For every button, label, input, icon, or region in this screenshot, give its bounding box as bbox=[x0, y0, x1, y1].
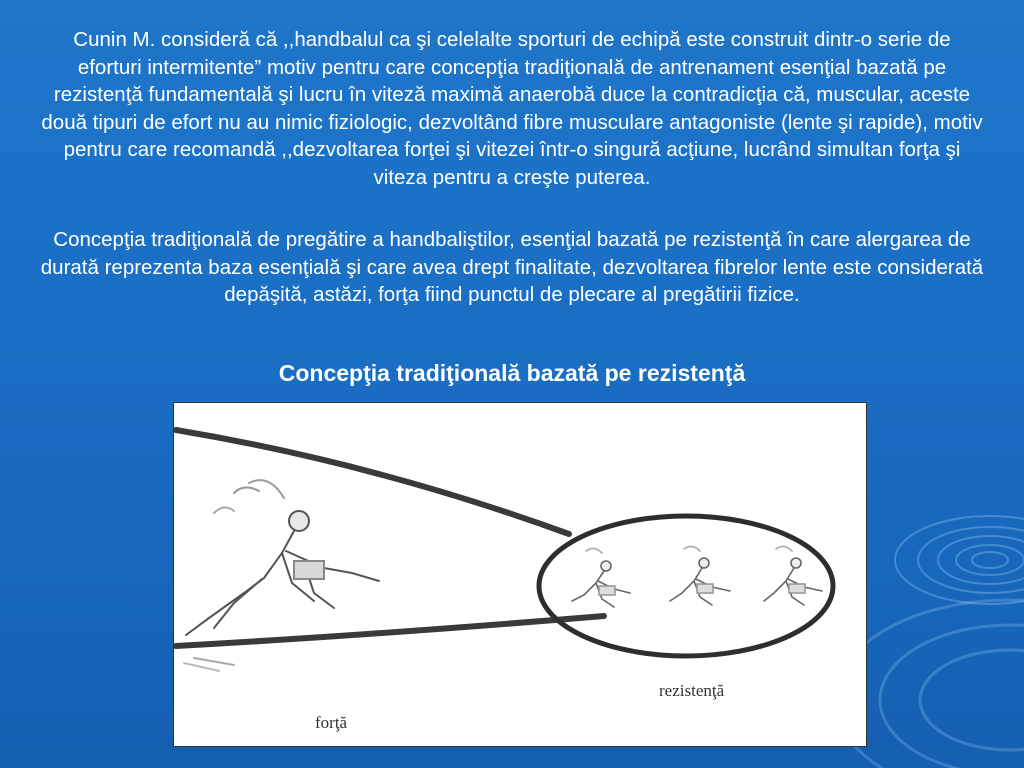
paragraph-cunin-quote: Cunin M. consideră că ,,handbalul ca şi celelalte sporturi de echipă este construit dintr-o serie de eforturi intermitente” motiv pentru care concepţia tradiţională de antrenament esenţial bazată pe rezistenţă fundamentală şi lucru în viteză maximă anaerobă duce la contradicţia că, muscular, aceste două tipuri de efort nu au nimic fiziologic, dezvoltând fibre musculare antagoniste (lente şi rapide), motiv pentru care recomandă ,,dezvoltarea forţei şi vitezei într-o singură acţiune, lucrând simultan forţa şi viteza pentru a creşte puterea. bbox=[41, 28, 983, 189]
small-athlete-1 bbox=[572, 548, 630, 607]
strength-label: forţă bbox=[315, 713, 348, 732]
funnel-bottom-line bbox=[176, 616, 604, 646]
figure-caption: Concepţia tradiţională bazată pe rezistenţă bbox=[278, 360, 746, 386]
small-athlete-3 bbox=[764, 546, 822, 605]
small-athlete-2 bbox=[670, 546, 730, 605]
funnel-top-line bbox=[176, 430, 569, 534]
strength-endurance-figure bbox=[173, 402, 867, 747]
figure-drawing bbox=[174, 403, 867, 747]
paragraph-traditional-conception: Concepţia tradiţională de pregătire a handbaliştilor, esenţial bazată pe rezistenţă în care alergarea de durată reprezenta baza esenţială şi care avea drept finalitate, dezvoltarea fibrelor lente este considerată depăşită, astăzi, forţa fiind punctul de plecare al pregătirii fizice. bbox=[40, 228, 984, 306]
endurance-label: rezistenţă bbox=[659, 681, 725, 700]
